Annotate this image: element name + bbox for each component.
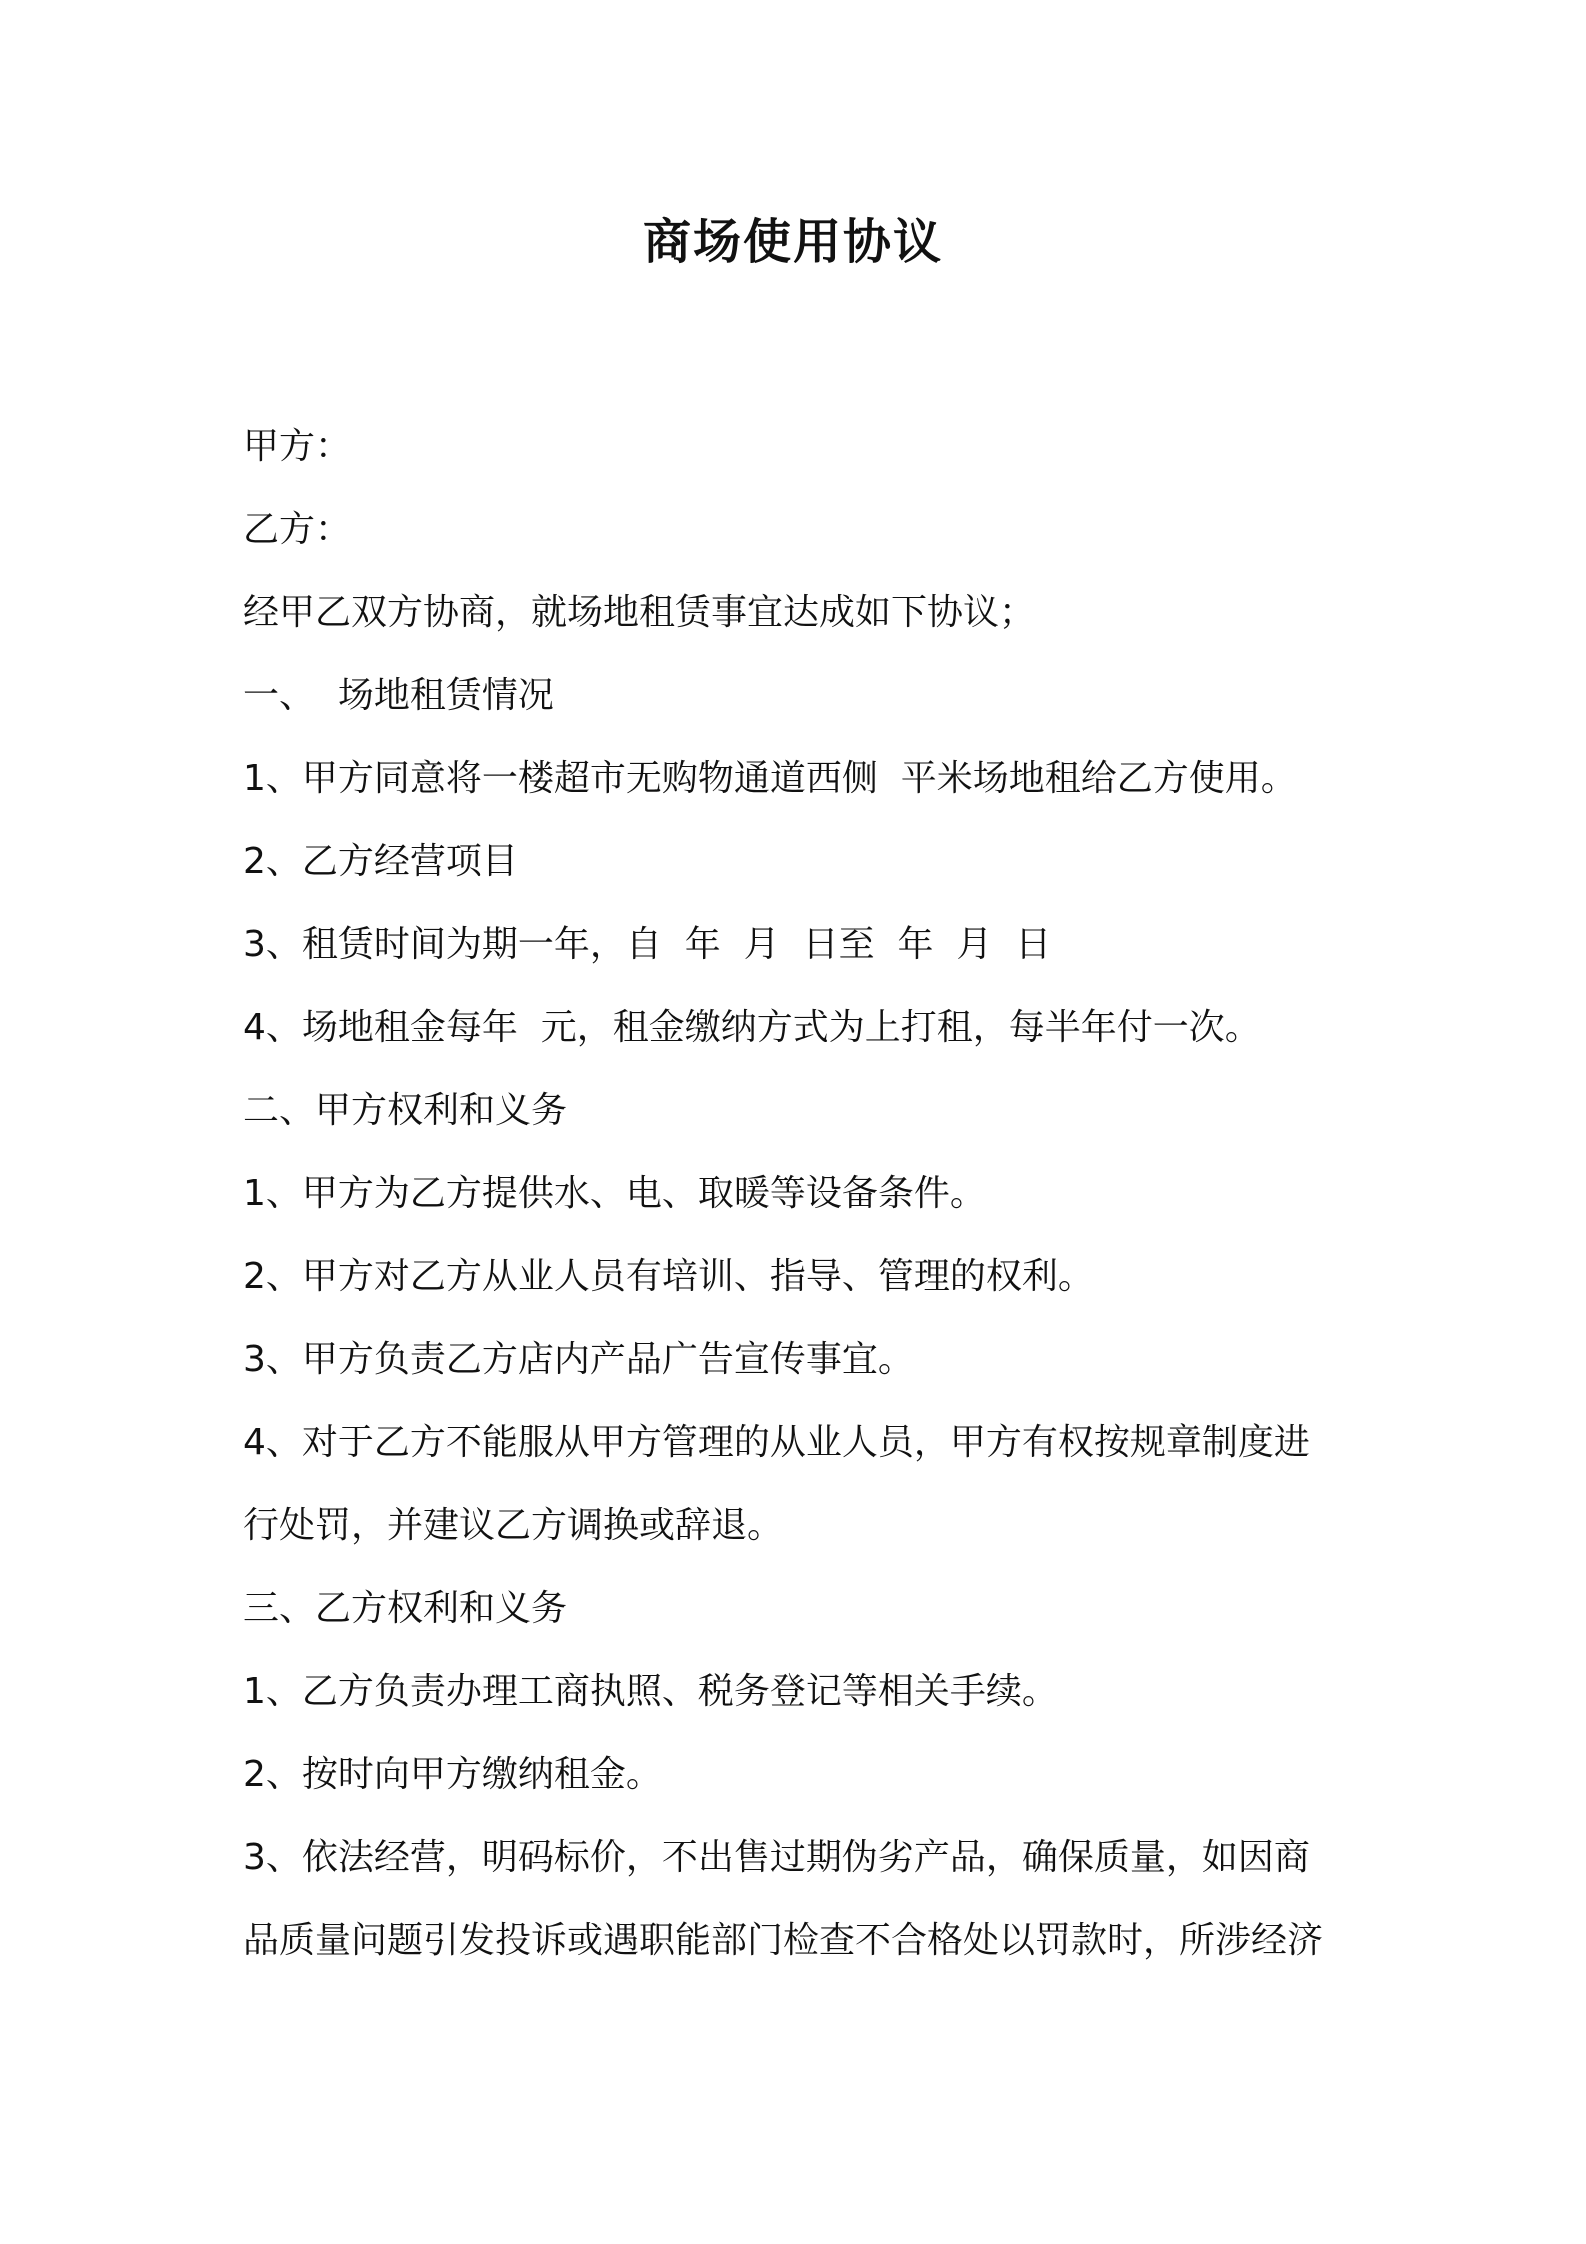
clause-line: 1、甲方为乙方提供水、电、取暖等设备条件。 — [243, 1173, 986, 1214]
clause-line: 2、按时向甲方缴纳租金。 — [243, 1754, 662, 1795]
party-a-line: 甲方： — [243, 426, 352, 467]
clause-line: 4、对于乙方不能服从甲方管理的从业人员，甲方有权按规章制度进 — [243, 1422, 1310, 1463]
section-heading-2: 二、甲方权利和义务 — [243, 1090, 568, 1131]
clause-line: 1、甲方同意将一楼超市无购物通道西侧 平米场地租给乙方使用。 — [243, 758, 1297, 799]
clause-line-continuation: 行处罚，并建议乙方调换或辞退。 — [243, 1505, 784, 1546]
document-body — [243, 405, 1363, 1982]
clause-line: 1、乙方负责办理工商执照、税务登记等相关手续。 — [243, 1671, 1058, 1712]
intro-line: 经甲乙双方协商，就场地租赁事宜达成如下协议； — [243, 592, 1036, 633]
clause-line: 2、甲方对乙方从业人员有培训、指导、管理的权利。 — [243, 1256, 1094, 1297]
clause-line: 3、租赁时间为期一年，自 年 月 日至 年 月 日 — [243, 924, 1052, 965]
document-title: 商场使用协议 — [642, 214, 943, 270]
section-heading-1: 一、 场地租赁情况 — [243, 675, 554, 716]
section-heading-3: 三、乙方权利和义务 — [243, 1588, 568, 1629]
clause-line: 3、依法经营，明码标价，不出售过期伪劣产品，确保质量，如因商 — [243, 1837, 1310, 1878]
clause-line: 3、甲方负责乙方店内产品广告宣传事宜。 — [243, 1339, 914, 1380]
party-b-line: 乙方： — [243, 509, 352, 550]
clause-line-continuation: 品质量问题引发投诉或遇职能部门检查不合格处以罚款时，所涉经济 — [243, 1920, 1324, 1961]
clause-line: 2、乙方经营项目 — [243, 841, 518, 882]
clause-line: 4、场地租金每年 元，租金缴纳方式为上打租，每半年付一次。 — [243, 1007, 1261, 1048]
